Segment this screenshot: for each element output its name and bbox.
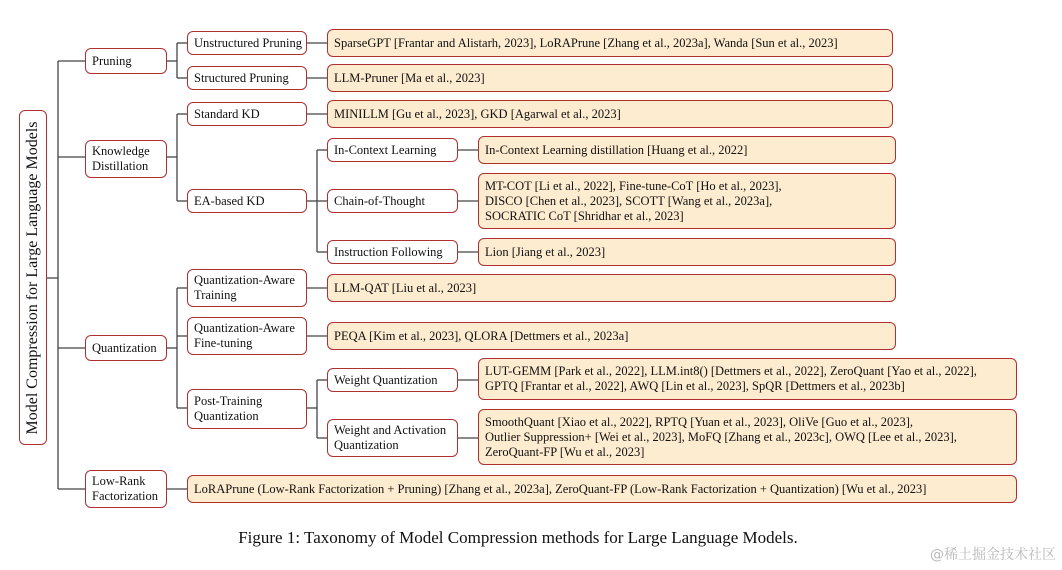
leaf-qaf-text: PEQA [Kim et al., 2023], QLORA [Dettmers et al., 2023a]	[334, 328, 629, 343]
leaf-waq-line1: SmoothQuant [Xiao et al., 2022], RPTQ [Yuan et al., 2023], OliVe [Guo et al., 2023],	[485, 414, 914, 429]
node-standard-kd	[187, 102, 307, 126]
leaf-instruction-following	[478, 238, 896, 266]
figure-caption: Figure 1: Taxonomy of Model Compression methods for Large Language Models.	[238, 528, 798, 547]
leaf-wq-line1: LUT-GEMM [Park et al., 2022], LLM.int8() [Dettmers et al., 2022], ZeroQuant [Yao et al., 2022],	[485, 364, 977, 378]
watermark: @稀土掘金技术社区	[930, 547, 1056, 563]
leaf-icl-text: In-Context Learning distillation [Huang et al., 2022]	[485, 142, 748, 157]
node-knowledge-distillation	[85, 140, 167, 178]
node-qat-line1: Quantization-Aware	[194, 273, 295, 287]
leaf-unstructured-pruning	[327, 29, 893, 57]
node-quantization-aware-fine-tuning	[187, 317, 307, 355]
node-in-context-learning	[327, 138, 458, 162]
node-ea-kd-label: EA-based KD	[194, 193, 265, 208]
node-kd-line1: Knowledge	[92, 144, 150, 158]
leaf-in-context-learning	[478, 136, 896, 164]
node-instr-label: Instruction Following	[334, 244, 443, 259]
node-instruction-following	[327, 240, 458, 264]
node-waq-line1: Weight and Activation	[334, 423, 447, 437]
node-post-training-quantization	[187, 389, 307, 429]
leaf-standard-kd-text: MINILLM [Gu et al., 2023], GKD [Agarwal et al., 2023]	[334, 106, 621, 121]
node-structured-label: Structured Pruning	[194, 70, 289, 85]
root-node	[19, 110, 47, 445]
leaf-qat-text: LLM-QAT [Liu et al., 2023]	[334, 280, 477, 295]
node-ptq-line2: Quantization	[194, 409, 259, 423]
node-pruning-label: Pruning	[92, 53, 132, 68]
leaf-cot-line3: SOCRATIC CoT [Shridhar et al., 2023]	[485, 208, 684, 223]
node-waq-line2: Quantization	[334, 438, 399, 452]
node-qat-line2: Training	[194, 288, 237, 302]
leaf-waq-line2: Outlier Suppression+ [Wei et al., 2023], MoFQ [Zhang et al., 2023c], OWQ [Lee et al., 2023],	[485, 429, 957, 444]
node-qaf-line2: Fine-tuning	[194, 336, 253, 350]
node-quantization-aware-training	[187, 269, 307, 307]
leaf-weight-activation-quantization	[478, 409, 1017, 465]
node-quantization	[85, 335, 167, 361]
node-low-rank-factorization	[85, 470, 167, 508]
leaf-unstructured-text: SparseGPT [Frantar and Alistarh, 2023], LoRAPrune [Zhang et al., 2023a], Wanda [Sun et al., 2023]	[334, 35, 838, 50]
leaf-chain-of-thought	[478, 173, 896, 229]
node-icl-label: In-Context Learning	[334, 142, 437, 157]
leaf-wq-line2: GPTQ [Frantar et al., 2022], AWQ [Lin et al., 2023], SpQR [Dettmers et al., 2023b]	[485, 379, 905, 393]
leaf-standard-kd	[327, 100, 893, 128]
node-weight-activation-quantization	[327, 419, 458, 457]
node-kd-line2: Distillation	[92, 159, 149, 173]
node-lowrank-line2: Factorization	[92, 489, 158, 503]
node-pruning	[85, 48, 167, 74]
leaf-structured-text: LLM-Pruner [Ma et al., 2023]	[334, 70, 485, 85]
leaf-structured-pruning	[327, 64, 893, 92]
leaf-instr-text: Lion [Jiang et al., 2023]	[485, 244, 606, 259]
leaf-cot-line2: DISCO [Chen et al., 2023], SCOTT [Wang et al., 2023a],	[485, 193, 773, 208]
leaf-lowrank-text: LoRAPrune (Low-Rank Factorization + Pruning) [Zhang et al., 2023a], ZeroQuant-FP (Low-Rank Factorization + Quantization) [Wu et al., 2023]	[194, 481, 927, 496]
node-ptq-line1: Post-Training	[194, 394, 263, 408]
leaf-cot-line1: MT-COT [Li et al., 2022], Fine-tune-CoT [Ho et al., 2023],	[485, 178, 782, 193]
node-unstructured-pruning	[187, 31, 307, 55]
node-wq-label: Weight Quantization	[334, 372, 438, 387]
node-cot-label: Chain-of-Thought	[334, 193, 425, 208]
node-ea-based-kd	[187, 189, 307, 213]
node-unstructured-label: Unstructured Pruning	[194, 35, 302, 50]
root-label: Model Compression for Large Language Models	[24, 121, 41, 434]
leaf-low-rank-factorization	[187, 475, 1017, 503]
node-weight-quantization	[327, 368, 458, 392]
node-structured-pruning	[187, 66, 307, 90]
node-lowrank-line1: Low-Rank	[92, 474, 146, 488]
node-quantization-label: Quantization	[92, 340, 157, 355]
leaf-quantization-aware-training	[327, 274, 896, 302]
node-standard-kd-label: Standard KD	[194, 106, 260, 121]
leaf-weight-quantization	[478, 358, 1017, 400]
node-chain-of-thought	[327, 189, 458, 213]
leaf-quantization-aware-fine-tuning	[327, 322, 896, 350]
leaf-waq-line3: ZeroQuant-FP [Wu et al., 2023]	[485, 444, 645, 459]
node-qaf-line1: Quantization-Aware	[194, 321, 295, 335]
